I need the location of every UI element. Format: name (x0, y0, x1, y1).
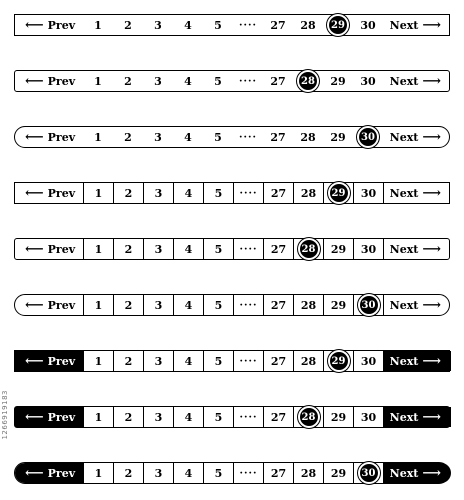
page-3-button[interactable] (143, 407, 173, 427)
page-30-button[interactable] (353, 71, 383, 91)
page-30-current[interactable] (353, 127, 383, 147)
next-label: Next (389, 242, 419, 256)
page-number: 1 (94, 466, 103, 480)
page-number: 29 (329, 16, 347, 34)
page-number: 1 (94, 354, 103, 368)
page-number: 30 (360, 354, 377, 368)
page-1-button[interactable] (83, 407, 113, 427)
page-5-button[interactable] (203, 463, 233, 483)
page-number: 5 (214, 130, 222, 144)
page-number: 4 (184, 242, 193, 256)
page-number: 30 (360, 296, 378, 314)
page-number: 5 (214, 466, 223, 480)
page-2-button[interactable] (113, 295, 143, 315)
page-number: 3 (154, 130, 162, 144)
page-number: 27 (270, 466, 287, 480)
page-number: 4 (184, 74, 192, 88)
page-number: 29 (330, 352, 348, 370)
pagination-bar-grid-soft (14, 238, 450, 260)
page-number: 5 (214, 18, 222, 32)
page-29-current[interactable] (323, 183, 353, 203)
next-label: Next (389, 298, 419, 312)
page-number: 29 (330, 184, 348, 202)
prev-label: Prev (47, 18, 76, 32)
arrow-left-icon: ⟵ (25, 185, 44, 201)
page-4-button[interactable] (173, 295, 203, 315)
page-30-current[interactable] (353, 463, 383, 483)
page-number: 4 (184, 410, 193, 424)
page-28-button[interactable] (293, 127, 323, 147)
page-5-button[interactable] (203, 71, 233, 91)
ellipsis-text: ···· (239, 411, 258, 423)
page-number: 27 (270, 242, 287, 256)
page-number: 27 (270, 18, 286, 32)
arrow-right-icon: ⟶ (422, 465, 441, 481)
ellipsis (233, 463, 263, 483)
page-28-current[interactable] (293, 239, 323, 259)
ellipsis-text: ···· (239, 467, 258, 479)
ellipsis-text: ···· (239, 75, 257, 87)
page-1-button[interactable] (83, 463, 113, 483)
page-number: 5 (214, 410, 223, 424)
ellipsis (233, 183, 263, 203)
page-3-button[interactable] (143, 239, 173, 259)
page-5-button[interactable] (203, 183, 233, 203)
page-number: 3 (154, 298, 163, 312)
page-3-button[interactable] (143, 127, 173, 147)
page-1-button[interactable] (83, 351, 113, 371)
page-5-button[interactable] (203, 407, 233, 427)
page-30-button[interactable] (353, 15, 383, 35)
page-number: 28 (299, 72, 317, 90)
arrow-left-icon: ⟵ (25, 409, 44, 425)
page-29-button[interactable] (323, 71, 353, 91)
next-button[interactable] (383, 463, 451, 483)
page-number: 3 (154, 18, 162, 32)
ellipsis (233, 295, 263, 315)
page-2-button[interactable] (113, 463, 143, 483)
prev-label: Prev (47, 410, 76, 424)
page-27-button[interactable] (263, 183, 293, 203)
next-label: Next (389, 130, 419, 144)
page-3-button[interactable] (143, 15, 173, 35)
page-number: 1 (94, 242, 103, 256)
page-number: 2 (124, 466, 133, 480)
page-number: 1 (94, 130, 102, 144)
pagination-bar-plain-soft (14, 70, 450, 92)
next-button[interactable] (383, 127, 451, 147)
arrow-right-icon: ⟶ (422, 17, 441, 33)
pagination-bar-grid-square (14, 182, 450, 204)
stock-id-watermark: 1266919183 (1, 390, 9, 440)
page-1-button[interactable] (83, 183, 113, 203)
page-number: 5 (214, 298, 223, 312)
page-number: 30 (360, 186, 377, 200)
page-29-button[interactable] (323, 127, 353, 147)
prev-button[interactable] (15, 71, 83, 91)
prev-button[interactable] (15, 407, 83, 427)
page-2-button[interactable] (113, 239, 143, 259)
page-number: 28 (300, 408, 318, 426)
arrow-right-icon: ⟶ (422, 353, 441, 369)
page-number: 27 (270, 130, 286, 144)
next-label: Next (389, 410, 419, 424)
page-number: 2 (124, 186, 133, 200)
ellipsis-text: ···· (239, 299, 258, 311)
prev-label: Prev (47, 130, 76, 144)
page-number: 27 (270, 74, 286, 88)
page-30-button[interactable] (353, 351, 383, 371)
page-3-button[interactable] (143, 463, 173, 483)
page-number: 28 (300, 354, 317, 368)
next-button[interactable] (383, 183, 451, 203)
ellipsis-text: ···· (239, 243, 258, 255)
page-29-current[interactable] (323, 15, 353, 35)
page-29-button[interactable] (323, 463, 353, 483)
page-29-current[interactable] (323, 351, 353, 371)
page-number: 1 (94, 74, 102, 88)
prev-button[interactable] (15, 295, 83, 315)
arrow-left-icon: ⟵ (25, 297, 44, 313)
page-number: 30 (359, 128, 377, 146)
next-button[interactable] (383, 407, 451, 427)
arrow-right-icon: ⟶ (422, 185, 441, 201)
page-number: 28 (300, 466, 317, 480)
page-5-button[interactable] (203, 295, 233, 315)
prev-label: Prev (47, 354, 76, 368)
page-5-button[interactable] (203, 351, 233, 371)
prev-button[interactable] (15, 463, 83, 483)
page-number: 27 (270, 354, 287, 368)
page-number: 28 (300, 186, 317, 200)
arrow-left-icon: ⟵ (25, 241, 44, 257)
page-number: 29 (330, 74, 346, 88)
page-number: 1 (94, 186, 103, 200)
page-number: 4 (184, 354, 193, 368)
page-5-button[interactable] (203, 127, 233, 147)
pagination-bar-dark-rounded (14, 462, 450, 484)
page-2-button[interactable] (113, 183, 143, 203)
page-number: 4 (184, 466, 193, 480)
page-number: 30 (360, 18, 376, 32)
page-30-current[interactable] (353, 295, 383, 315)
page-2-button[interactable] (113, 127, 143, 147)
page-28-current[interactable] (293, 71, 323, 91)
next-label: Next (389, 354, 419, 368)
page-number: 28 (300, 18, 316, 32)
page-27-button[interactable] (263, 407, 293, 427)
arrow-left-icon: ⟵ (25, 129, 44, 145)
next-button[interactable] (383, 295, 451, 315)
page-number: 30 (360, 410, 377, 424)
arrow-right-icon: ⟶ (422, 129, 441, 145)
next-label: Next (389, 18, 419, 32)
page-1-button[interactable] (83, 15, 113, 35)
page-2-button[interactable] (113, 15, 143, 35)
next-label: Next (389, 186, 419, 200)
page-28-button[interactable] (293, 295, 323, 315)
page-number: 5 (214, 74, 222, 88)
page-number: 3 (154, 410, 163, 424)
page-number: 4 (184, 298, 193, 312)
page-5-button[interactable] (203, 239, 233, 259)
page-28-button[interactable] (293, 183, 323, 203)
page-5-button[interactable] (203, 15, 233, 35)
ellipsis-text: ···· (239, 355, 258, 367)
ellipsis (233, 71, 263, 91)
page-30-button[interactable] (353, 239, 383, 259)
page-number: 5 (214, 186, 223, 200)
page-27-button[interactable] (263, 127, 293, 147)
page-number: 29 (330, 466, 347, 480)
pagination-bar-dark-soft (14, 406, 450, 428)
page-3-button[interactable] (143, 295, 173, 315)
page-number: 1 (94, 18, 102, 32)
page-number: 2 (124, 74, 132, 88)
page-4-button[interactable] (173, 463, 203, 483)
page-28-current[interactable] (293, 407, 323, 427)
page-number: 3 (154, 74, 162, 88)
page-number: 4 (184, 186, 193, 200)
next-label: Next (389, 74, 419, 88)
page-4-button[interactable] (173, 15, 203, 35)
arrow-left-icon: ⟵ (25, 465, 44, 481)
page-number: 2 (124, 242, 133, 256)
page-number: 30 (360, 464, 378, 482)
page-number: 27 (270, 298, 287, 312)
page-number: 2 (124, 130, 132, 144)
page-number: 27 (270, 410, 287, 424)
page-29-button[interactable] (323, 407, 353, 427)
arrow-right-icon: ⟶ (422, 73, 441, 89)
page-number: 2 (124, 410, 133, 424)
ellipsis-text: ···· (239, 19, 257, 31)
next-label: Next (389, 466, 419, 480)
page-number: 30 (360, 242, 377, 256)
page-27-button[interactable] (263, 15, 293, 35)
pagination-bar-plain-rounded (14, 126, 450, 148)
prev-label: Prev (47, 466, 76, 480)
page-number: 28 (300, 130, 316, 144)
page-27-button[interactable] (263, 239, 293, 259)
pagination-bar-grid-rounded (14, 294, 450, 316)
page-27-button[interactable] (263, 463, 293, 483)
page-30-button[interactable] (353, 183, 383, 203)
page-number: 4 (184, 130, 192, 144)
ellipsis-text: ···· (239, 131, 257, 143)
arrow-right-icon: ⟶ (422, 241, 441, 257)
page-number: 29 (330, 130, 346, 144)
page-number: 5 (214, 242, 223, 256)
page-2-button[interactable] (113, 351, 143, 371)
page-1-button[interactable] (83, 127, 113, 147)
arrow-right-icon: ⟶ (422, 297, 441, 313)
ellipsis (233, 15, 263, 35)
page-number: 4 (184, 18, 192, 32)
page-28-button[interactable] (293, 351, 323, 371)
prev-button[interactable] (15, 15, 83, 35)
next-button[interactable] (383, 239, 451, 259)
prev-button[interactable] (15, 351, 83, 371)
page-4-button[interactable] (173, 351, 203, 371)
arrow-left-icon: ⟵ (25, 17, 44, 33)
page-number: 2 (124, 18, 132, 32)
next-button[interactable] (383, 15, 451, 35)
page-30-button[interactable] (353, 407, 383, 427)
pagination-bar-plain-square (14, 14, 450, 36)
page-number: 28 (300, 240, 318, 258)
page-1-button[interactable] (83, 295, 113, 315)
page-number: 1 (94, 298, 103, 312)
page-number: 29 (330, 298, 347, 312)
page-number: 1 (94, 410, 103, 424)
prev-button[interactable] (15, 239, 83, 259)
prev-button[interactable] (15, 183, 83, 203)
page-4-button[interactable] (173, 127, 203, 147)
next-button[interactable] (383, 351, 451, 371)
page-number: 30 (360, 74, 376, 88)
page-number: 3 (154, 466, 163, 480)
page-number: 5 (214, 354, 223, 368)
page-number: 3 (154, 242, 163, 256)
page-2-button[interactable] (113, 71, 143, 91)
arrow-right-icon: ⟶ (422, 409, 441, 425)
page-number: 29 (330, 242, 347, 256)
page-number: 28 (300, 298, 317, 312)
page-3-button[interactable] (143, 183, 173, 203)
page-27-button[interactable] (263, 351, 293, 371)
pagination-bar-dark-square (14, 350, 450, 372)
page-27-button[interactable] (263, 71, 293, 91)
page-2-button[interactable] (113, 407, 143, 427)
next-button[interactable] (383, 71, 451, 91)
page-number: 27 (270, 186, 287, 200)
page-4-button[interactable] (173, 71, 203, 91)
page-29-button[interactable] (323, 295, 353, 315)
prev-label: Prev (47, 298, 76, 312)
ellipsis (233, 127, 263, 147)
page-number: 2 (124, 354, 133, 368)
prev-label: Prev (47, 186, 76, 200)
prev-label: Prev (47, 242, 76, 256)
arrow-left-icon: ⟵ (25, 73, 44, 89)
ellipsis (233, 351, 263, 371)
page-number: 3 (154, 186, 163, 200)
arrow-left-icon: ⟵ (25, 353, 44, 369)
page-1-button[interactable] (83, 239, 113, 259)
ellipsis-text: ···· (239, 187, 258, 199)
page-3-button[interactable] (143, 351, 173, 371)
page-number: 3 (154, 354, 163, 368)
prev-label: Prev (47, 74, 76, 88)
page-4-button[interactable] (173, 407, 203, 427)
page-28-button[interactable] (293, 15, 323, 35)
page-27-button[interactable] (263, 295, 293, 315)
page-3-button[interactable] (143, 71, 173, 91)
page-28-button[interactable] (293, 463, 323, 483)
ellipsis (233, 407, 263, 427)
page-4-button[interactable] (173, 239, 203, 259)
page-number: 2 (124, 298, 133, 312)
page-1-button[interactable] (83, 71, 113, 91)
page-number: 29 (330, 410, 347, 424)
page-4-button[interactable] (173, 183, 203, 203)
page-29-button[interactable] (323, 239, 353, 259)
ellipsis (233, 239, 263, 259)
prev-button[interactable] (15, 127, 83, 147)
